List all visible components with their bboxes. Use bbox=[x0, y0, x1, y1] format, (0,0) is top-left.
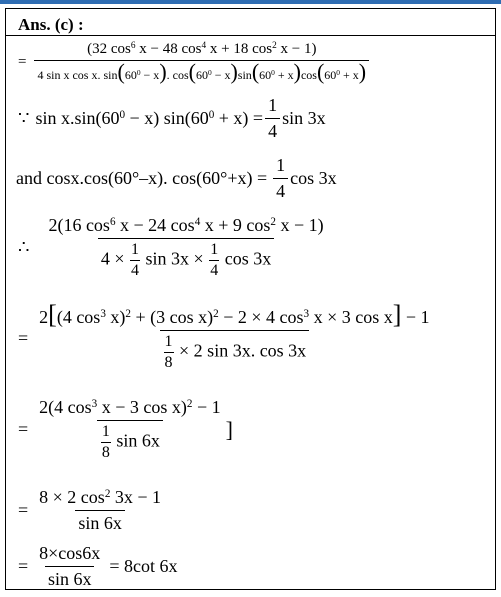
denominator: $\frac{1}{8}$ × 2 sin 3x. cos 3x bbox=[160, 330, 310, 372]
closing-bracket: ] bbox=[225, 416, 233, 442]
fraction-one-quarter: $\frac{1}{4}$ bbox=[265, 95, 280, 142]
step-5 bbox=[16, 300, 435, 372]
equals-sign: = bbox=[18, 328, 29, 348]
final-result: = 8cot 6x bbox=[109, 556, 178, 576]
denominator: sin 6x bbox=[75, 510, 125, 534]
fraction bbox=[36, 300, 432, 372]
step-2 bbox=[16, 95, 326, 142]
fraction bbox=[34, 41, 369, 83]
fraction bbox=[36, 397, 223, 462]
step-3 bbox=[16, 155, 337, 202]
fraction-one-quarter: $\frac{1}{4}$ bbox=[273, 155, 288, 202]
denominator: 4 × $\frac{1}{4}$ sin 3x × $\frac{1}{4}$ cos 3x bbox=[98, 238, 274, 280]
equals-sign: = bbox=[18, 500, 29, 520]
numerator: 8×cos6x bbox=[39, 543, 101, 563]
top-accent-bar bbox=[0, 0, 501, 4]
numerator: 2(4 $\cos^3 x - 3$ cos x)$^2$ − 1 bbox=[39, 397, 221, 417]
step-1 bbox=[16, 41, 371, 83]
denominator: sin 6x bbox=[45, 566, 95, 590]
fraction bbox=[36, 487, 164, 534]
fraction bbox=[36, 543, 103, 590]
answer-heading: Ans. (c) : bbox=[18, 15, 84, 34]
equals-sign: = bbox=[18, 419, 29, 439]
identity-rhs: sin 3x bbox=[282, 108, 326, 128]
denominator: 4 sin x cos x. $\sin(60^0 - x)$. $\cos(60^0 - x)\sin(60^0 + x)\cos(60^0 + x)$ bbox=[34, 60, 369, 83]
numerator: 8 × 2 $\cos^2 3x - 1$ bbox=[39, 487, 162, 507]
identity-cos-rhs: cos 3x bbox=[290, 168, 337, 188]
step-6 bbox=[16, 397, 233, 462]
numerator: 2[(4 $\cos^3 x)^2 + (3$ cos x)$^2$ − 2 × 4 $\cos^3 x \times 3$ cos x] − 1 bbox=[39, 300, 430, 329]
solution-box bbox=[5, 8, 496, 590]
step-8 bbox=[16, 543, 177, 590]
solution-content bbox=[6, 35, 495, 589]
step-7 bbox=[16, 487, 166, 534]
denominator: $\frac{1}{8}$ sin 6x bbox=[97, 420, 163, 462]
step-4 bbox=[16, 215, 329, 280]
equals-sign: = bbox=[18, 556, 29, 576]
because-symbol: ∵ bbox=[18, 108, 30, 128]
fraction bbox=[45, 215, 326, 280]
numerator: 2(16 $\cos^6 x - 24$ $\cos^4 x + 9$ $\cos^2 x - 1$) bbox=[48, 215, 324, 235]
numerator: (32 $\cos^6 x - 48$ $\cos^4 x + 18$ $\cos^2 x - 1$) bbox=[87, 40, 317, 57]
identity-lhs: $\sin x.\sin(60^0 - x) \sin(60^0 + x)$ = bbox=[35, 108, 264, 128]
therefore-symbol: ∴ bbox=[18, 237, 30, 257]
equals-sign: = bbox=[18, 53, 27, 70]
identity-cos-lhs: and cosx.cos(60°–x). cos(60°+x) = bbox=[16, 168, 268, 188]
